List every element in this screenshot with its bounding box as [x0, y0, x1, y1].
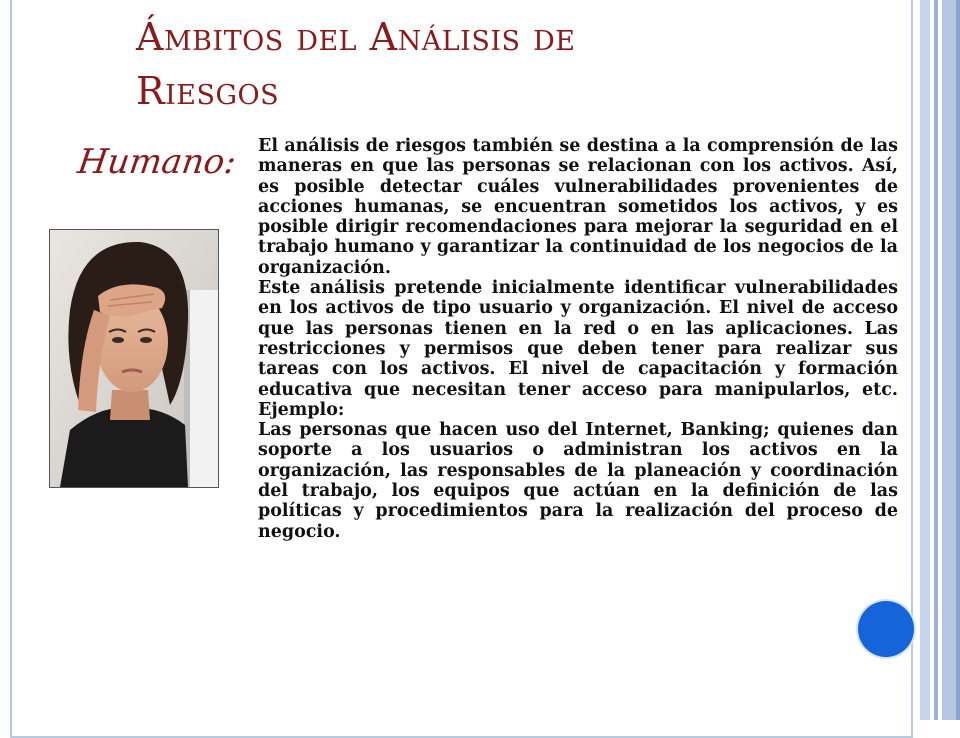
slide-title — [136, 10, 836, 118]
title-line-2: Riesgos — [136, 69, 280, 113]
title-line-1: Ámbitos del Análisis de — [136, 15, 576, 59]
decorative-bar — [956, 0, 960, 720]
section-label: Humano: — [75, 142, 239, 182]
decorative-circle — [858, 601, 914, 657]
paragraph-3: Las personas que hacen uso del Internet, Banking; quienes dan soporte a los usuarios o administran los activos en la organización, las responsables de la planeación y coordinación del trabajo, los equipos que actúan en la definición de las políticas y procedimientos para la realización del proceso de negocio. — [258, 420, 898, 542]
person-photo — [49, 229, 219, 488]
body-text — [258, 136, 898, 542]
decorative-bar — [942, 0, 956, 720]
decorative-bar — [920, 0, 930, 720]
paragraph-1: El análisis de riesgos también se destina a la comprensión de las maneras en que las personas se relacionan con los activos. Así, es posible detectar cuáles vulnerabilidades provenientes de acciones humanas, se encuentran sometidos los activos, y es posible dirigir recomendaciones para mejorar la seguridad en el trabajo humano y garantizar la continuidad de los negocios de la organización. — [258, 136, 898, 278]
decorative-bar — [934, 0, 938, 720]
photo-illustration — [50, 230, 218, 487]
paragraph-2: Este análisis pretende inicialmente identificar vulnerabilidades en los activos de tipo usuario y organización. El nivel de acceso que las personas tienen en la red o en las aplicaciones. Las restricciones y permisos que deben tener para realizar sus tareas con los activos. El nivel de capacitación y formación educativa que necesitan tener acceso para manipularlos, etc. Ejemplo: — [258, 278, 898, 420]
